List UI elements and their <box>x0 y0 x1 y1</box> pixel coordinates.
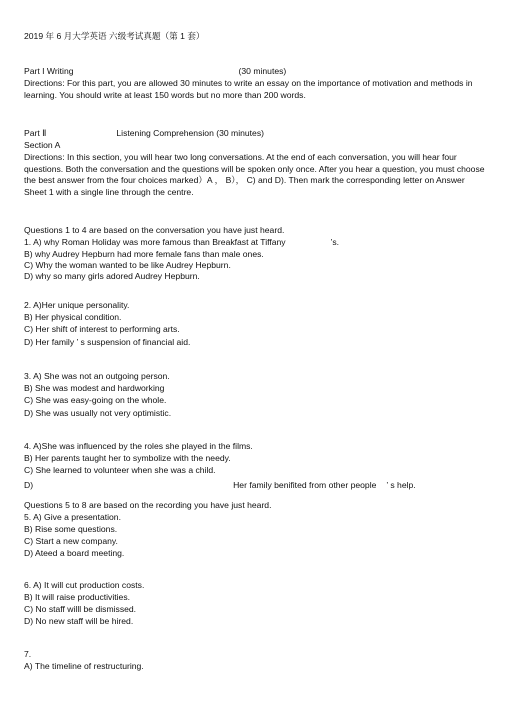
q3-option-c: C) She was easy-going on the whole. <box>24 395 167 405</box>
q2-option-d: D) Her family ’ s suspension of financial aid. <box>24 337 191 347</box>
group2-intro: Questions 5 to 8 are based on the recording you have just heard. <box>24 500 272 510</box>
q7-number: 7. <box>24 649 32 659</box>
q2-option-a: 2. A)Her unique personality. <box>24 300 130 310</box>
part2-title: Listening Comprehension (30 minutes) <box>116 128 264 138</box>
part2-directions: Directions: In this section, you will hear two long conversations. At the end of each conversation, you will hear four questions. Both the conversation and the questions will be spoken only once. After you hear a question, you must choose the best answer from the four choices marked）A ， B）， C) and D). Then mark the corresponding letter on Answer Sheet 1 with a single line through the centre. <box>24 152 485 197</box>
q3-option-a: 3. A) She was not an outgoing person. <box>24 371 170 381</box>
part1-heading <box>24 66 286 78</box>
part1-time: (30 minutes) <box>238 66 287 76</box>
part1-label: Part I Writing <box>24 66 74 76</box>
q3-option-d: D) She was usually not very optimistic. <box>24 408 172 418</box>
q3-option-b: B) She was modest and hardworking <box>24 383 165 393</box>
q6-option-d: D) No new staff will be hired. <box>24 616 134 626</box>
q7-option-a: A) The timeline of restructuring. <box>24 661 144 671</box>
part2-label: Part Ⅱ <box>24 128 47 138</box>
q1-option-d: D) why so many girls adored Audrey Hepburn. <box>24 271 200 281</box>
q1-option-c: C) Why the woman wanted to be like Audrey Hepburn. <box>24 260 231 270</box>
group1-intro: Questions 1 to 4 are based on the conversation you have just heard. <box>24 225 285 235</box>
q6-option-c: C) No staff willl be dismissed. <box>24 604 137 614</box>
q5-option-c: C) Start a new company. <box>24 536 118 546</box>
q1-option-b: B) why Audrey Hepburn had more female fans than male ones. <box>24 249 264 259</box>
q5-option-d: D) Ateed a board meeting. <box>24 548 125 558</box>
q1-option-a: 1. A) why Roman Holiday was more famous than Breakfast at Tiffany ’s. <box>24 237 340 247</box>
q4-option-b: B) Her parents taught her to symbolize with the needy. <box>24 453 231 463</box>
part1-directions: Directions: For this part, you are allowed 30 minutes to write an essay on the importance of motivation and methods in learning. You should write at least 150 words but no more than 200 words. <box>24 78 473 100</box>
q5-option-b: B) Rise some questions. <box>24 524 118 534</box>
part2-heading <box>24 128 264 140</box>
q2-option-b: B) Her physical condition. <box>24 312 122 322</box>
q5-option-a: 5. A) Give a presentation. <box>24 512 121 522</box>
q2-option-c: C) Her shift of interest to performing arts. <box>24 324 180 334</box>
q6-option-a: 6. A) It will cut production costs. <box>24 580 145 590</box>
q4-option-d: D) Her family benifited from other people ’ s help. <box>24 480 416 490</box>
document-title: 2019 年 6 月大学英语 六级考试真题（第 1 套） <box>24 31 205 41</box>
q6-option-b: B) It will raise productivities. <box>24 592 131 602</box>
q4-option-c: C) She learned to volunteer when she was a child. <box>24 465 216 475</box>
section-a-heading: Section A <box>24 140 61 150</box>
q4-option-a: 4. A)She was influenced by the roles she played in the films. <box>24 441 253 451</box>
